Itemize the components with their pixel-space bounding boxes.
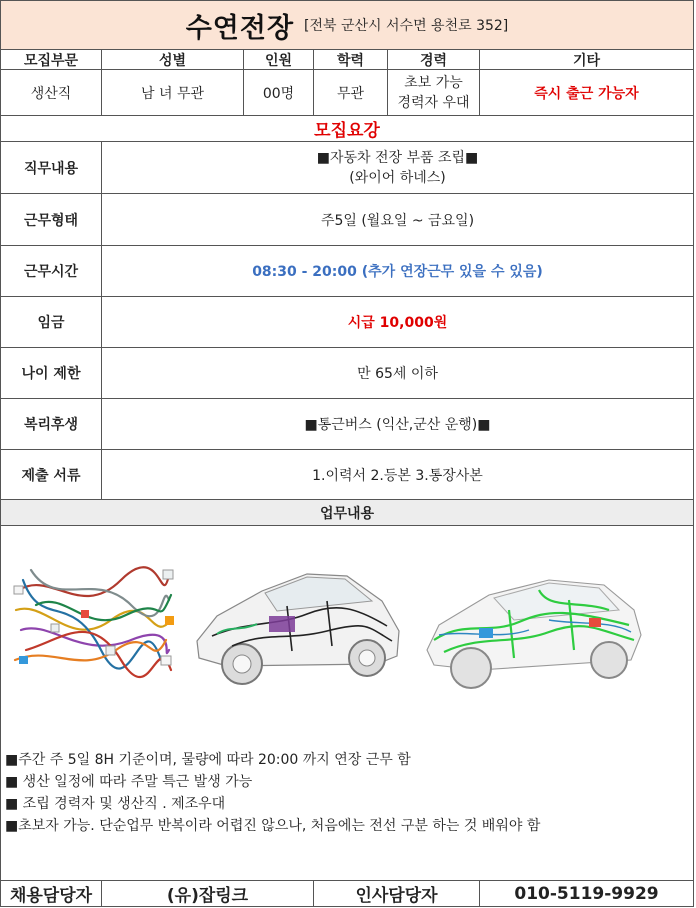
table-value-row: [0, 70, 694, 116]
value-career: [388, 70, 480, 115]
info-label: 근무형태: [1, 194, 102, 245]
note-line: ■초보자 가능. 단순업무 반복이라 어렵진 않으나, 처음에는 전선 구분 하는 것 배워야 함: [5, 818, 541, 834]
info-value: 1.이력서 2.등본 3.통장사본: [312, 467, 483, 484]
header-department: 모집부문: [1, 50, 102, 69]
hr-label: 인사담당자: [314, 881, 480, 906]
duty-line-1: ■자동차 전장 부품 조립■: [316, 149, 479, 166]
header-etc: 기타: [572, 52, 601, 69]
header-headcount: 인원: [244, 50, 314, 69]
notes-section: [0, 704, 694, 880]
recruiter-label: 채용담당자: [1, 881, 102, 906]
header-career: 경력: [388, 50, 480, 69]
work-section-title: 업무내용: [0, 500, 694, 526]
info-label: 나이 제한: [1, 348, 102, 398]
info-row-age-limit: [0, 348, 694, 399]
info-row-documents: [0, 450, 694, 500]
info-row-duty: [0, 142, 694, 194]
info-label: 직무내용: [1, 142, 102, 193]
value-gender: 남 녀 무관: [102, 70, 244, 115]
info-label: 임금: [1, 297, 102, 347]
work-images: [0, 526, 694, 704]
info-value: [102, 142, 693, 193]
career-line-2: 경력자 우대: [397, 94, 470, 111]
value-etc: 즉시 출근 가능자: [534, 85, 639, 102]
info-label: 제출 서류: [1, 450, 102, 499]
note-line: ■ 생산 일정에 따라 주말 특근 발생 가능: [5, 774, 253, 790]
company-agent: (유)잡링크: [102, 881, 314, 906]
info-value: ■통근버스 (익산,군산 운행)■: [304, 417, 491, 433]
info-value: 만 65세 이하: [357, 366, 438, 382]
duty-line-2: (와이어 하네스): [349, 169, 446, 186]
header-education: 학력: [314, 50, 388, 69]
info-label: 근무시간: [1, 246, 102, 296]
info-row-work-type: [0, 194, 694, 246]
company-address: [전북 군산시 서수면 용천로 352]: [304, 18, 509, 34]
note-line: ■ 조립 경력자 및 생산직 . 제조우대: [5, 796, 226, 812]
info-value: 08:30 - 20:00 (추가 연장근무 있을 수 있음): [252, 264, 543, 280]
recruit-title: 모집요강: [0, 116, 694, 142]
info-row-wage: [0, 297, 694, 348]
info-row-benefits: [0, 399, 694, 450]
value-headcount: 00명: [244, 70, 314, 115]
car-wiring-image-1: [187, 546, 407, 696]
career-line-1: 초보 가능: [404, 74, 463, 91]
info-value: 주5일 (월요일 ~ 금요일): [320, 212, 475, 229]
info-row-hours: [0, 246, 694, 297]
title-bar: [0, 0, 694, 50]
value-department: 생산직: [1, 70, 102, 115]
wire-harness-image: [11, 550, 176, 684]
info-value: 시급 10,000원: [347, 315, 448, 331]
table-header-row: [0, 50, 694, 70]
value-education: 무관: [314, 70, 388, 115]
company-name: 수연전장: [185, 12, 295, 44]
phone-number: 010-5119-9929: [514, 883, 659, 904]
note-line: ■주간 주 5일 8H 기준이며, 물량에 따라 20:00 까지 연장 근무 함: [5, 752, 411, 768]
header-gender: 성별: [102, 50, 244, 69]
footer-row: [0, 880, 694, 907]
car-wiring-image-2: [419, 540, 649, 696]
info-label: 복리후생: [1, 399, 102, 449]
